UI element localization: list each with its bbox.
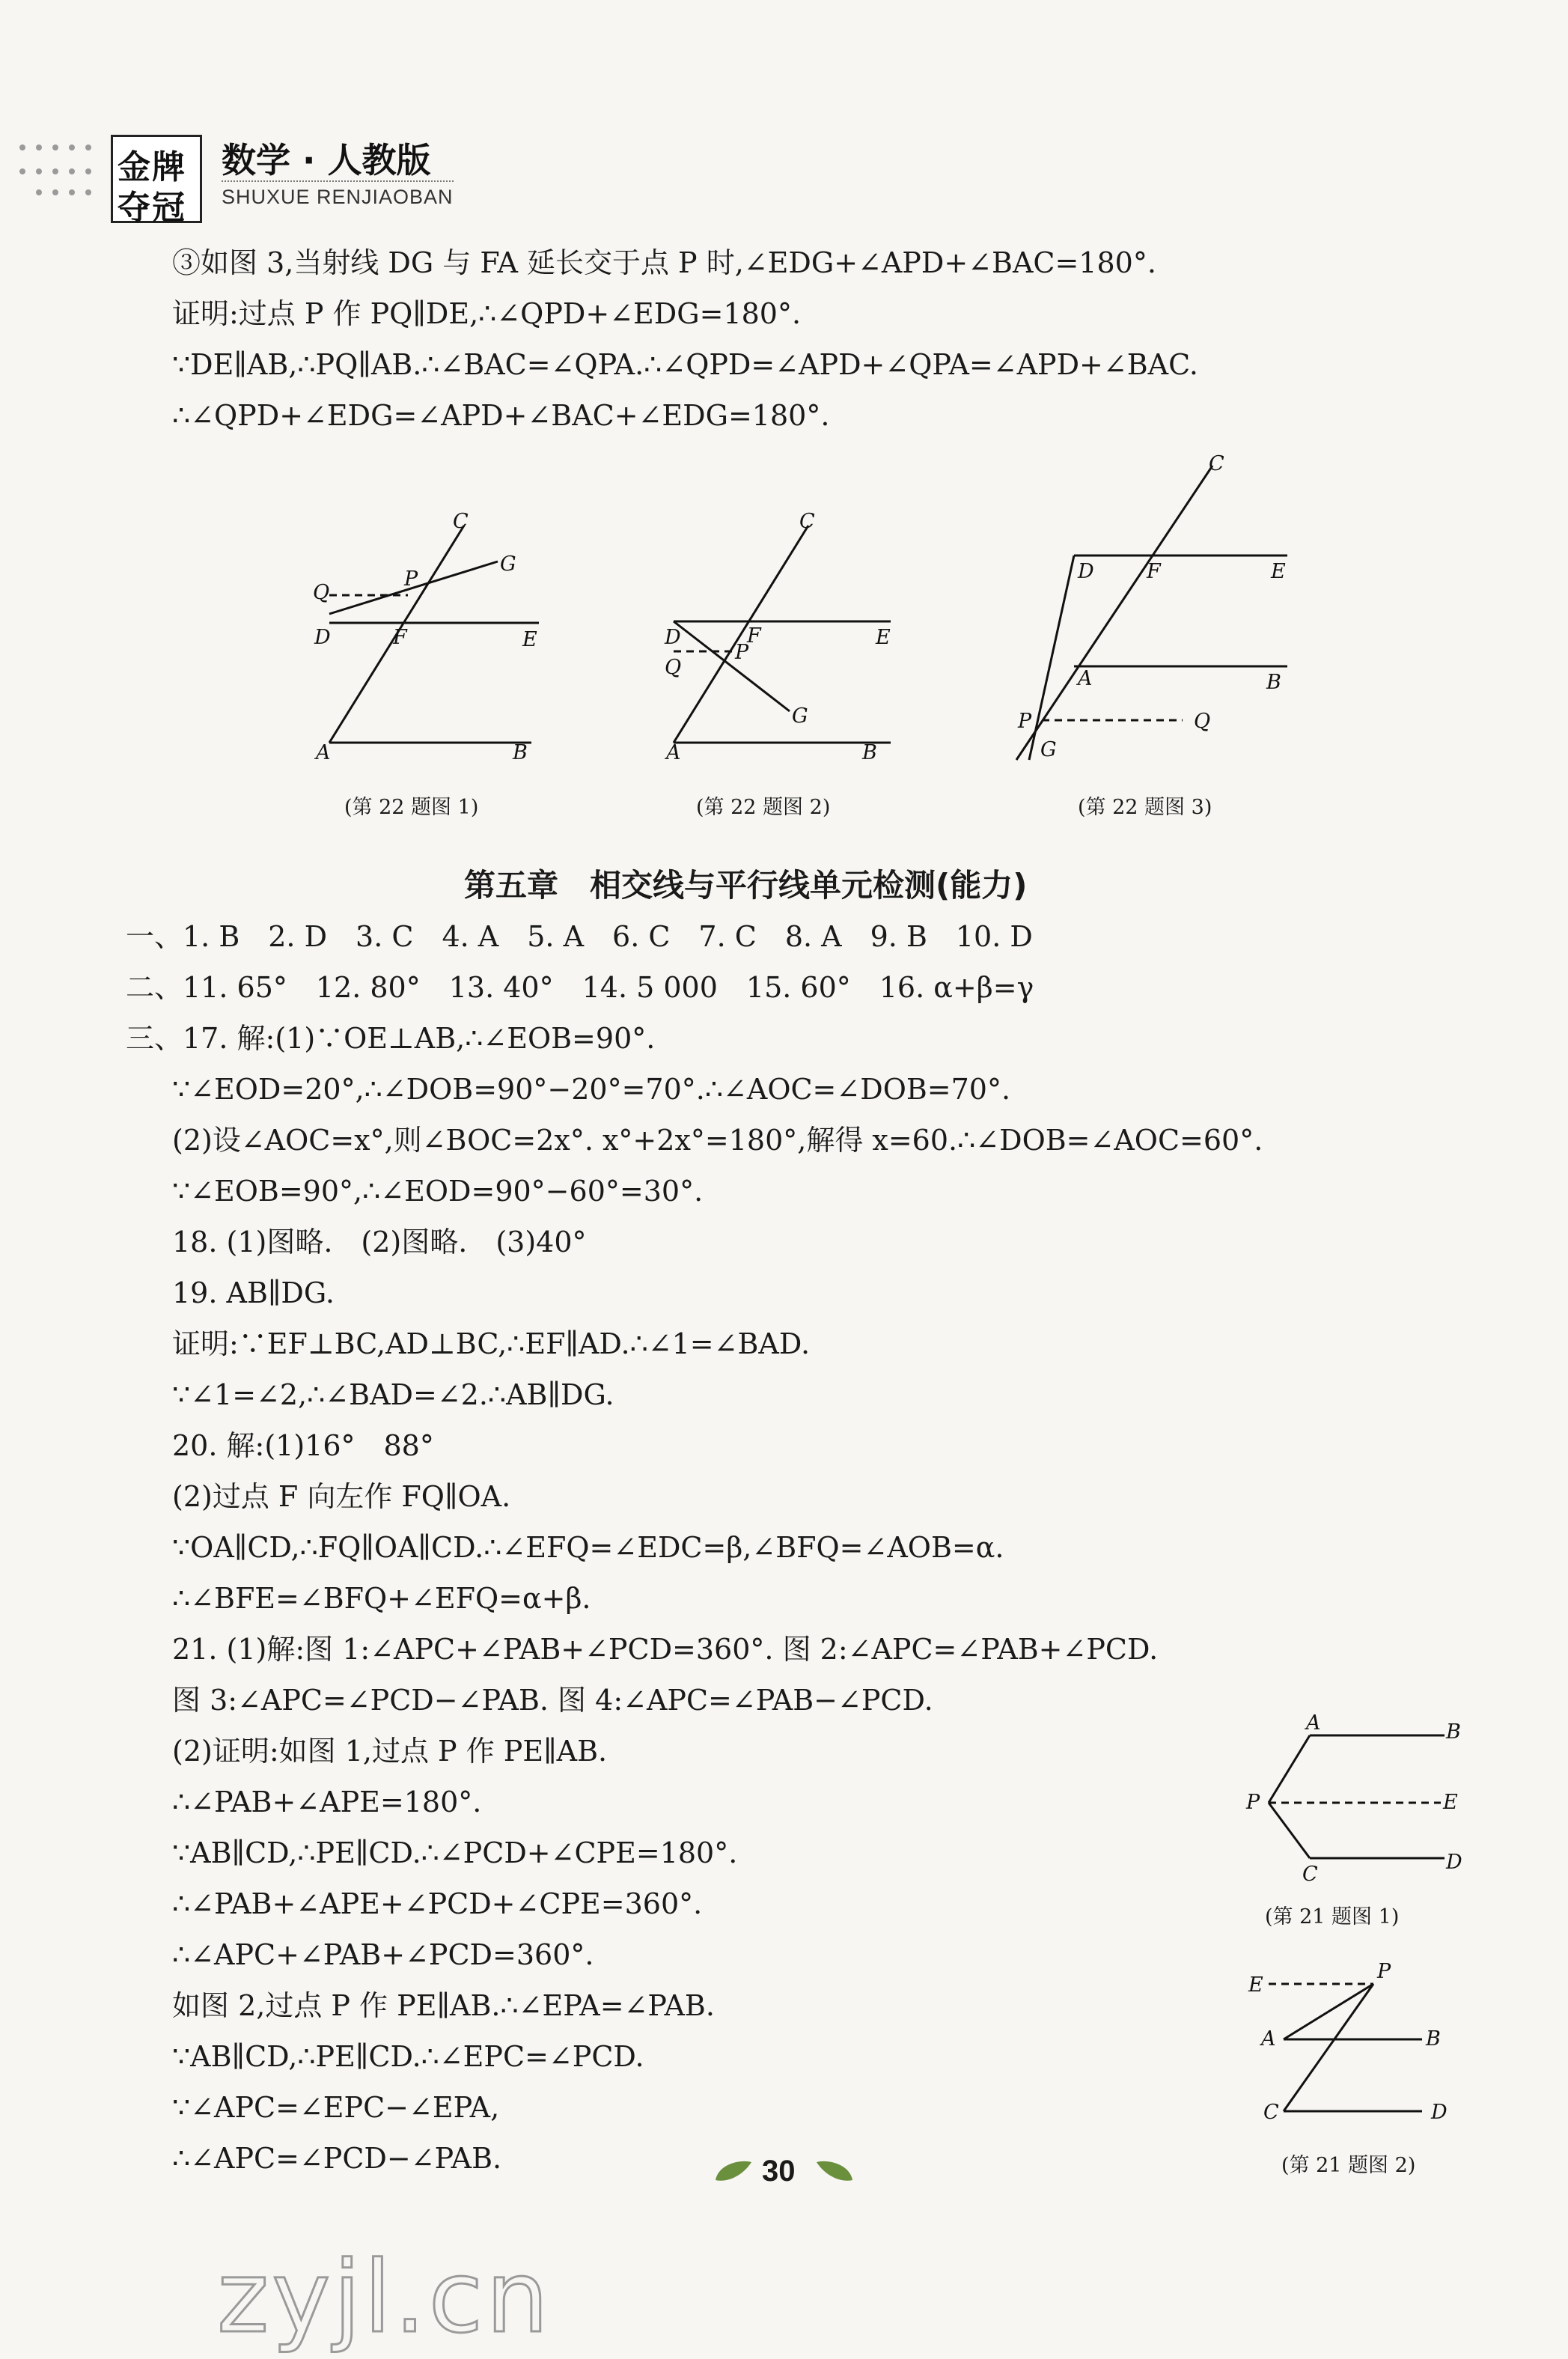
answer-line: ∴∠APC+∠PAB+∠PCD=360°. xyxy=(172,1938,594,1971)
label-G: G xyxy=(500,553,516,576)
answer-line: 二、11. 65° 12. 80° 13. 40° 14. 5 000 15. 60° 16. α+β=γ xyxy=(126,971,1034,1004)
brand-logo xyxy=(111,135,202,227)
label-B: B xyxy=(1446,1720,1461,1744)
proof-line: ③如图 3,当射线 DG 与 FA 延长交于点 P 时,∠EDG+∠APD+∠BAC=180°. xyxy=(172,246,1156,279)
proof-line: ∵DE∥AB,∴PQ∥AB.∴∠BAC=∠QPA.∴∠QPD=∠APD+∠QPA=∠APD+∠BAC. xyxy=(172,348,1198,381)
label-E: E xyxy=(1248,1973,1263,1997)
book-subtitle: SHUXUE RENJIAOBAN xyxy=(222,186,454,208)
label-P: P xyxy=(1018,710,1032,733)
label-A: A xyxy=(1261,2027,1276,2051)
label-C: C xyxy=(799,510,815,533)
label-C: C xyxy=(1263,2101,1279,2124)
figure-22-1 xyxy=(299,509,569,779)
figure-caption: (第 22 题图 3) xyxy=(1078,796,1212,819)
answer-line: ∴∠BFE=∠BFQ+∠EFQ=α+β. xyxy=(172,1582,591,1615)
answer-line: ∵∠APC=∠EPC−∠EPA, xyxy=(172,2091,500,2124)
figure-22-3 xyxy=(1003,449,1302,771)
figure-21-2 xyxy=(1235,1961,1482,2141)
brand-line-1: 金牌 xyxy=(118,148,186,186)
answer-line: (2)过点 F 向左作 FQ∥OA. xyxy=(172,1480,511,1513)
leaf-right-icon xyxy=(812,2156,857,2186)
label-D: D xyxy=(1431,2101,1447,2124)
label-B: B xyxy=(1426,2027,1441,2051)
label-B: B xyxy=(1266,671,1281,694)
label-F: F xyxy=(393,626,407,649)
figure-22-2 xyxy=(651,509,921,779)
answer-line: ∵∠EOB=90°,∴∠EOD=90°−60°=30°. xyxy=(172,1175,704,1208)
answer-line: 三、17. 解:(1)∵OE⊥AB,∴∠EOB=90°. xyxy=(126,1022,656,1055)
label-B: B xyxy=(862,741,877,764)
proof-line: ∴∠QPD+∠EDG=∠APD+∠BAC+∠EDG=180°. xyxy=(172,399,830,432)
label-E: E xyxy=(522,628,537,651)
decorative-dots xyxy=(16,139,106,198)
label-P: P xyxy=(1246,1791,1260,1814)
label-Q: Q xyxy=(1194,710,1211,733)
book-title: 数学 · 人教版 xyxy=(222,140,431,180)
label-P: P xyxy=(735,641,749,664)
answer-line: ∴∠APC=∠PCD−∠PAB. xyxy=(172,2142,502,2175)
label-C: C xyxy=(1302,1863,1318,1886)
header-divider xyxy=(222,180,454,182)
label-G: G xyxy=(1040,738,1057,761)
answer-line: 如图 2,过点 P 作 PE∥AB.∴∠EPA=∠PAB. xyxy=(172,1989,715,2022)
label-Q: Q xyxy=(313,581,330,604)
figure-21-1 xyxy=(1227,1714,1474,1894)
label-C: C xyxy=(453,510,469,533)
answer-line: ∵AB∥CD,∴PE∥CD.∴∠PCD+∠CPE=180°. xyxy=(172,1836,738,1869)
answer-line: 一、1. B 2. D 3. C 4. A 5. A 6. C 7. C 8. A 9. B 10. D xyxy=(126,920,1033,953)
label-D: D xyxy=(1446,1851,1462,1874)
label-F: F xyxy=(747,624,761,648)
answer-line: 18. (1)图略. (2)图略. (3)40° xyxy=(172,1226,587,1258)
answer-line: 图 3:∠APC=∠PCD−∠PAB. 图 4:∠APC=∠PAB−∠PCD. xyxy=(172,1684,933,1717)
answer-line: 21. (1)解:图 1:∠APC+∠PAB+∠PCD=360°. 图 2:∠APC=∠PAB+∠PCD. xyxy=(172,1633,1159,1666)
label-F: F xyxy=(1147,560,1161,583)
label-G: G xyxy=(792,704,808,728)
answer-line: 证明:∵EF⊥BC,AD⊥BC,∴EF∥AD.∴∠1=∠BAD. xyxy=(172,1327,811,1360)
label-D: D xyxy=(665,626,681,649)
label-E: E xyxy=(1271,560,1286,583)
answer-line: 20. 解:(1)16° 88° xyxy=(172,1429,434,1462)
answer-line: 19. AB∥DG. xyxy=(172,1276,335,1309)
page-number: 30 xyxy=(762,2155,796,2188)
label-C: C xyxy=(1209,452,1224,475)
answer-line: ∵AB∥CD,∴PE∥CD.∴∠EPC=∠PCD. xyxy=(172,2040,644,2073)
label-E: E xyxy=(1443,1791,1458,1814)
figure-caption: (第 22 题图 1) xyxy=(344,796,479,819)
label-P: P xyxy=(404,567,418,591)
label-E: E xyxy=(876,626,891,649)
figure-caption: (第 22 题图 2) xyxy=(696,796,831,819)
figure-caption: (第 21 题图 1) xyxy=(1265,1905,1400,1929)
figure-caption: (第 21 题图 2) xyxy=(1281,2154,1416,2177)
label-A: A xyxy=(1078,667,1093,690)
answer-line: ∴∠PAB+∠APE=180°. xyxy=(172,1786,482,1818)
label-B: B xyxy=(513,741,528,764)
answer-line: (2)证明:如图 1,过点 P 作 PE∥AB. xyxy=(172,1735,608,1768)
answer-line: ∵∠1=∠2,∴∠BAD=∠2.∴AB∥DG. xyxy=(172,1378,614,1411)
label-A: A xyxy=(666,741,681,764)
label-D: D xyxy=(1078,560,1094,583)
chapter-heading: 第五章 相交线与平行线单元检测(能力) xyxy=(464,867,1028,904)
brand-line-2: 夺冠 xyxy=(118,189,186,227)
answer-line: ∵OA∥CD,∴FQ∥OA∥CD.∴∠EFQ=∠EDC=β,∠BFQ=∠AOB=α. xyxy=(172,1531,1004,1564)
answer-line: (2)设∠AOC=x°,则∠BOC=2x°. x°+2x°=180°,解得 x=60.∴∠DOB=∠AOC=60°. xyxy=(172,1124,1263,1157)
leaf-left-icon xyxy=(711,2156,756,2186)
label-A: A xyxy=(316,741,331,764)
label-A: A xyxy=(1306,1714,1321,1735)
proof-line: 证明:过点 P 作 PQ∥DE,∴∠QPD+∠EDG=180°. xyxy=(172,297,802,330)
answer-line: ∴∠PAB+∠APE+∠PCD+∠CPE=360°. xyxy=(172,1887,703,1920)
answer-line: ∵∠EOD=20°,∴∠DOB=90°−20°=70°.∴∠AOC=∠DOB=70°. xyxy=(172,1073,1011,1106)
label-P: P xyxy=(1377,1961,1391,1983)
label-Q: Q xyxy=(665,656,682,679)
label-D: D xyxy=(314,626,331,649)
watermark: zyjl.cn xyxy=(217,2240,552,2355)
